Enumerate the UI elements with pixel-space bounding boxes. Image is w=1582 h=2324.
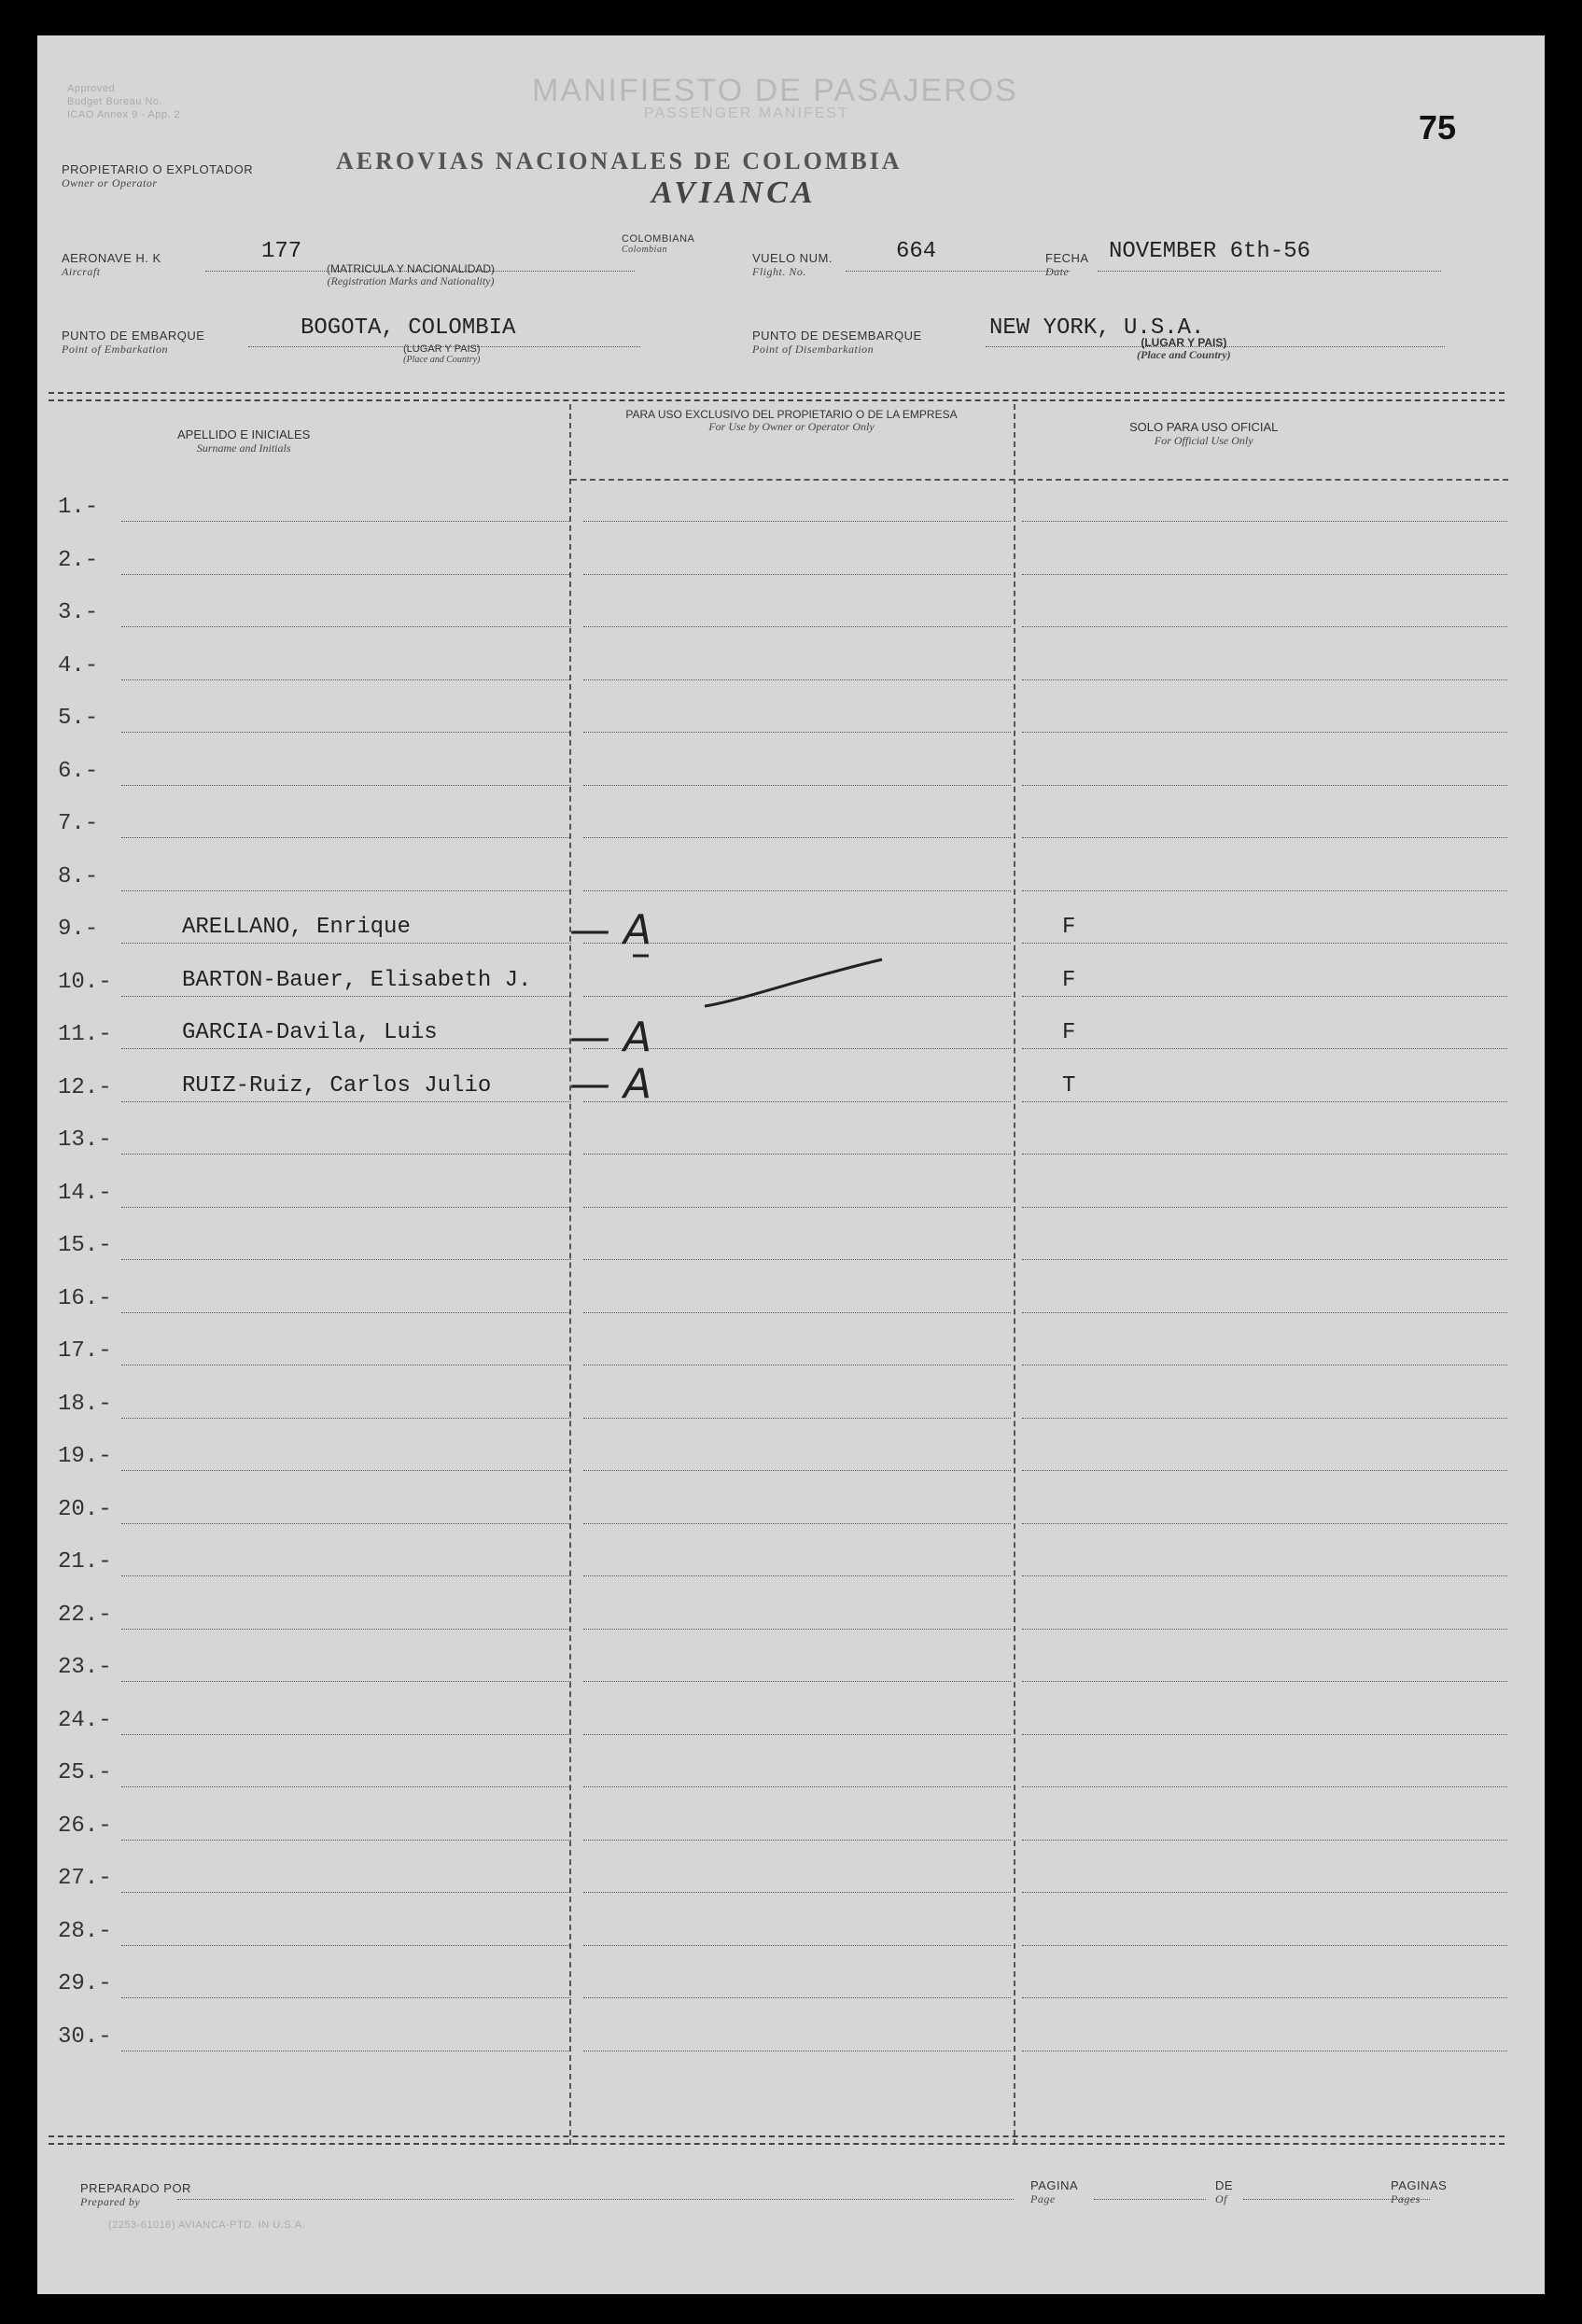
row-number: 10.-	[58, 969, 112, 995]
row-number: 18.-	[58, 1391, 112, 1417]
row-line	[1022, 1945, 1507, 1946]
row-line	[121, 996, 571, 997]
row-line	[1022, 943, 1507, 944]
embarkation-label	[62, 329, 204, 356]
row-line	[1022, 1840, 1507, 1841]
disembarkation-caption	[1137, 337, 1231, 361]
row-line	[583, 1259, 1011, 1260]
column-header-company-es: PARA USO EXCLUSIVO DEL PROPIETARIO O DE LA EMPRESA	[625, 408, 958, 421]
row-line	[121, 785, 571, 786]
owner-label-es: PROPIETARIO O EXPLOTADOR	[62, 162, 254, 176]
row-number: 29.-	[58, 1971, 112, 1996]
row-line	[583, 574, 1011, 575]
row-number: 24.-	[58, 1707, 112, 1733]
of-label-es: DE	[1215, 2178, 1234, 2192]
row-number: 17.-	[58, 1338, 112, 1364]
row-line	[583, 1418, 1011, 1419]
column-header-name	[177, 427, 310, 455]
flight-label-es: VUELO NUM.	[752, 251, 833, 265]
approval-line-2: Budget Bureau No.	[67, 96, 163, 107]
row-line	[1022, 890, 1507, 891]
row-line	[1022, 1523, 1507, 1524]
prepared-by-en: Prepared by	[80, 2195, 141, 2208]
table-bottom-rule-2	[49, 2143, 1505, 2145]
table-top-rule-1	[49, 392, 1505, 394]
flight-label-en: Flight. No.	[752, 265, 806, 278]
row-line	[121, 1470, 571, 1471]
row-line	[121, 943, 571, 944]
nationality-label	[622, 233, 694, 256]
flight-underline	[846, 271, 1070, 272]
aircraft-label-es: AERONAVE H. K	[62, 251, 161, 265]
row-line	[583, 1470, 1011, 1471]
row-line	[583, 1629, 1011, 1630]
row-number: 11.-	[58, 1022, 112, 1047]
flight-number: 664	[896, 239, 937, 264]
embarkation-caption	[403, 343, 481, 366]
row-line	[121, 1840, 571, 1841]
aircraft-label	[62, 252, 161, 278]
row-line	[1022, 1207, 1507, 1208]
disembarkation-label-es: PUNTO DE DESEMBARQUE	[752, 329, 922, 343]
row-number: 6.-	[58, 758, 99, 784]
registration-caption-es: (MATRICULA Y NACIONALIDAD)	[327, 262, 496, 275]
passenger-name: ARELLANO, Enrique	[182, 915, 411, 940]
prepared-by-es: PREPARADO POR	[80, 2181, 191, 2195]
row-line	[121, 1629, 571, 1630]
row-line	[1022, 1048, 1507, 1049]
embarkation-caption-en: (Place and Country)	[403, 355, 481, 365]
row-line	[1022, 1892, 1507, 1893]
row-line	[121, 1259, 571, 1260]
row-number: 4.-	[58, 652, 99, 679]
row-number: 22.-	[58, 1602, 112, 1628]
row-line	[583, 1575, 1011, 1576]
row-line	[121, 1945, 571, 1946]
row-number: 5.-	[58, 706, 99, 731]
column-divider-2	[1014, 404, 1015, 2145]
row-line	[583, 1312, 1011, 1313]
column-header-name-en: Surname and Initials	[196, 441, 291, 455]
row-line	[1022, 679, 1507, 680]
column-divider-1	[569, 404, 571, 2145]
row-line	[583, 785, 1011, 786]
row-line	[121, 890, 571, 891]
row-line	[1022, 1997, 1507, 1998]
row-number: 26.-	[58, 1813, 112, 1839]
registration-caption	[327, 263, 495, 287]
row-line	[1022, 732, 1507, 733]
column-header-official-en: For Official Use Only	[1154, 434, 1253, 447]
row-line	[1022, 1629, 1507, 1630]
row-number: 14.-	[58, 1180, 112, 1206]
header-bottom-rule	[571, 479, 1508, 481]
prepared-by-line	[177, 2199, 1014, 2200]
row-line	[583, 890, 1011, 891]
row-line	[583, 1786, 1011, 1787]
form-title: MANIFIESTO DE PASAJEROS	[532, 73, 1018, 108]
row-number: 23.-	[58, 1655, 112, 1680]
official-mark: F	[1062, 915, 1076, 940]
pages-label	[1391, 2179, 1447, 2205]
row-line	[1022, 1786, 1507, 1787]
row-line	[121, 1207, 571, 1208]
row-number: 9.-	[58, 917, 99, 942]
row-number: 27.-	[58, 1866, 112, 1891]
row-line	[121, 1575, 571, 1576]
row-line	[583, 1681, 1011, 1682]
row-line	[583, 1523, 1011, 1524]
table-bottom-rule-1	[49, 2135, 1505, 2137]
row-number: 19.-	[58, 1444, 112, 1469]
disembarkation-label-en: Point of Disembarkation	[752, 343, 875, 356]
row-number: 30.-	[58, 2023, 112, 2050]
row-line	[583, 837, 1011, 838]
embarkation-label-es: PUNTO DE EMBARQUE	[62, 329, 205, 343]
of-label	[1215, 2179, 1233, 2205]
manifest-page	[37, 35, 1545, 2294]
of-label-en: Of	[1215, 2192, 1227, 2205]
approval-line-3: ICAO Annex 9 - App. 2	[67, 109, 181, 120]
row-line	[1022, 1312, 1507, 1313]
aircraft-label-en: Aircraft	[62, 265, 101, 278]
row-line	[121, 1523, 571, 1524]
flight-date: NOVEMBER 6th-56	[1109, 239, 1311, 264]
approval-line-1: Approved	[67, 83, 116, 94]
row-line	[121, 1312, 571, 1313]
page-number: 75	[1419, 108, 1457, 147]
official-mark: T	[1062, 1072, 1076, 1099]
row-number: 21.-	[58, 1549, 112, 1575]
row-line	[121, 1101, 571, 1102]
passenger-name: RUIZ-Ruiz, Carlos Julio	[182, 1072, 492, 1099]
row-line	[121, 1154, 571, 1155]
row-line	[121, 732, 571, 733]
row-line	[583, 679, 1011, 680]
row-line	[583, 1840, 1011, 1841]
print-code: (2253-61016) AVIANCA-PTD. IN U.S.A.	[108, 2219, 306, 2231]
column-header-name-es: APELLIDO E INICIALES	[177, 427, 311, 441]
page-line	[1094, 2199, 1206, 2200]
approval-stamp	[67, 82, 180, 121]
handwritten-mark-row-9: — A	[569, 906, 652, 954]
column-header-official	[1129, 420, 1278, 448]
flight-number-label	[752, 252, 833, 278]
row-line	[1022, 574, 1507, 575]
row-line	[121, 521, 571, 522]
disembarkation-place: NEW YORK, U.S.A.	[989, 315, 1205, 341]
row-line	[121, 1997, 571, 1998]
passenger-name: GARCIA-Davila, Luis	[182, 1020, 438, 1045]
row-number: 7.-	[58, 811, 99, 836]
passenger-name: BARTON-Bauer, Elisabeth J.	[182, 967, 532, 993]
date-underline	[1098, 271, 1441, 272]
table-top-rule-2	[49, 399, 1505, 401]
column-header-company-en: For Use by Owner or Operator Only	[708, 420, 875, 433]
row-number: 1.-	[58, 495, 99, 520]
row-line	[583, 1207, 1011, 1208]
date-label-es: FECHA	[1045, 251, 1089, 265]
row-line	[121, 1734, 571, 1735]
row-line	[1022, 1681, 1507, 1682]
row-number: 8.-	[58, 863, 99, 889]
row-line	[1022, 996, 1507, 997]
airline-name: AEROVIAS NACIONALES DE COLOMBIA	[336, 147, 903, 175]
row-line	[583, 1734, 1011, 1735]
row-number: 16.-	[58, 1285, 112, 1311]
row-line	[1022, 1734, 1507, 1735]
row-line	[121, 574, 571, 575]
nationality-caption: Colombian	[622, 245, 667, 255]
row-line	[121, 1892, 571, 1893]
row-line	[1022, 1470, 1507, 1471]
row-line	[121, 679, 571, 680]
disembarkation-label	[752, 329, 922, 356]
column-header-company	[623, 409, 959, 433]
row-line	[1022, 785, 1507, 786]
row-number: 20.-	[58, 1496, 112, 1522]
row-line	[1022, 1418, 1507, 1419]
form-subtitle: PASSENGER MANIFEST	[644, 105, 849, 121]
page-label-es: PAGINA	[1030, 2178, 1079, 2192]
row-line	[121, 1048, 571, 1049]
row-number: 12.-	[58, 1074, 112, 1100]
disembarkation-caption-en: (Place and Country)	[1137, 348, 1231, 361]
date-label	[1045, 252, 1089, 278]
row-line	[583, 1154, 1011, 1155]
row-number: 3.-	[58, 600, 99, 625]
row-number: 15.-	[58, 1233, 112, 1258]
row-line	[1022, 521, 1507, 522]
row-number: 25.-	[58, 1760, 112, 1785]
owner-label-en: Owner or Operator	[62, 176, 158, 189]
official-mark: F	[1062, 967, 1076, 993]
row-line	[583, 1997, 1011, 1998]
page-label-en: Page	[1030, 2192, 1056, 2205]
row-line	[1022, 837, 1507, 838]
aircraft-registration: 177	[261, 239, 302, 264]
row-line	[121, 1786, 571, 1787]
date-label-en: Date	[1045, 265, 1070, 278]
nationality-value: COLOMBIANA	[622, 233, 695, 245]
page-label	[1030, 2179, 1078, 2205]
owner-operator-label	[62, 163, 253, 189]
row-line	[1022, 626, 1507, 627]
pages-label-es: PAGINAS	[1391, 2178, 1448, 2192]
row-line	[583, 1945, 1011, 1946]
disembarkation-caption-es: (LUGAR Y PAIS)	[1141, 336, 1227, 349]
official-mark: F	[1062, 1020, 1076, 1045]
column-header-official-es: SOLO PARA USO OFICIAL	[1129, 420, 1279, 434]
handwritten-mark-row-12: — A	[569, 1060, 652, 1108]
airline-brand: AVIANCA	[651, 175, 817, 210]
handwritten-mark-row-11: — A	[569, 1014, 652, 1061]
row-line	[121, 1681, 571, 1682]
row-line	[583, 732, 1011, 733]
row-line	[583, 626, 1011, 627]
embarkation-label-en: Point of Embarkation	[62, 343, 168, 356]
row-number: 2.-	[58, 547, 99, 573]
embarkation-place: BOGOTA, COLOMBIA	[301, 315, 516, 341]
row-line	[121, 837, 571, 838]
row-line	[1022, 1154, 1507, 1155]
row-line	[121, 626, 571, 627]
embarkation-caption-es: (LUGAR Y PAIS)	[403, 343, 481, 355]
row-line	[1022, 1101, 1507, 1102]
handwritten-check-mark	[597, 950, 896, 1034]
prepared-by-label	[80, 2182, 191, 2208]
row-line	[583, 521, 1011, 522]
row-line	[583, 1892, 1011, 1893]
row-number: 28.-	[58, 1918, 112, 1944]
row-line	[1022, 1259, 1507, 1260]
pages-label-en: Pages	[1391, 2192, 1421, 2205]
row-number: 13.-	[58, 1127, 112, 1153]
registration-caption-en: (Registration Marks and Nationality)	[327, 274, 495, 287]
row-line	[121, 1418, 571, 1419]
row-line	[1022, 1575, 1507, 1576]
